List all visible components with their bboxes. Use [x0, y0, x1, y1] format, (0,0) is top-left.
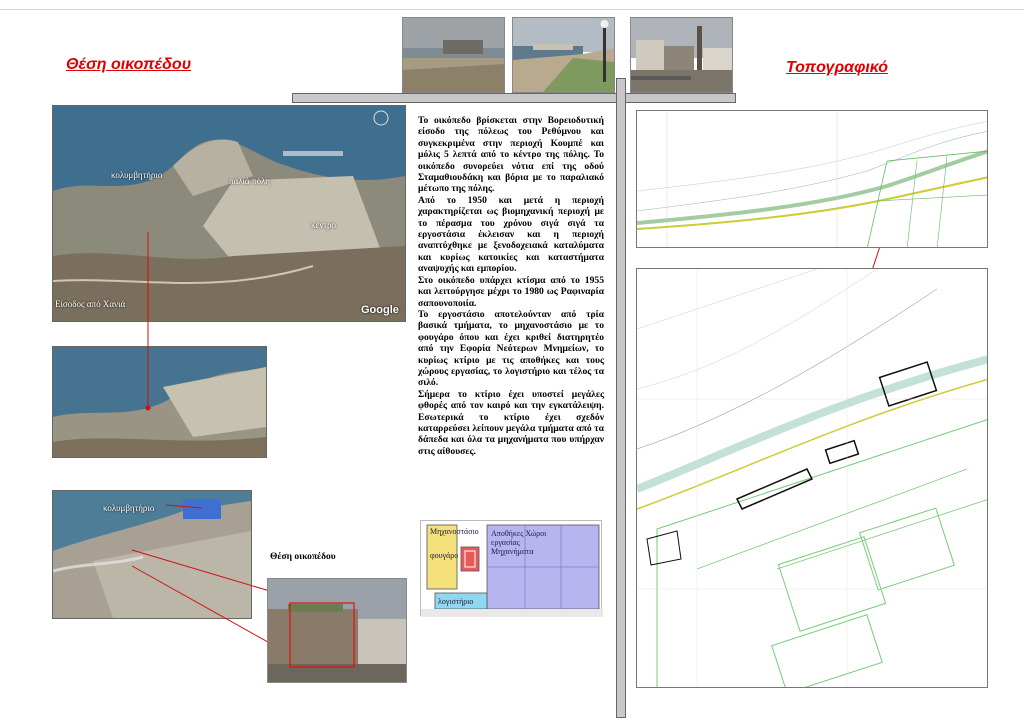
topographic-map-overview	[636, 110, 988, 248]
paragraph-5: Σήμερα το κτίριο έχει υποστεί μεγάλες φθορές από τον καιρό και την εγκατάλειψη. Εσωτερικά το κτίριο έχει σχεδόν καταρρεύσει λείπουν μεγάλα τμήματα από τα δάπεδα και όλα τα μηχανήματα που υπήρχαν στις αίθουσες.	[418, 388, 604, 457]
site-description	[418, 115, 604, 457]
photo-factory-building	[267, 578, 407, 683]
paragraph-3: Στο οικόπεδο υπάρχει κτίσμα από το 1955 και λειτούργησε μέχρι το 1980 ως Ραφιναρία σαπουνοποιία.	[418, 274, 604, 309]
paragraph-1: Το οικόπεδο βρίσκεται στην Βορειοδυτική είσοδο της πόλεως του Ρεθύμνου και συγκεκριμένα στην περιοχή Κουμπέ και μόλις 5 λεπτά από το κέντρο της πόλης. Το οικόπεδο συνορεύει νότια επί της οδού Σταμαθιουδάκη και βόρια με το παραλιακό μέτωπο της πόλης.	[418, 115, 604, 195]
heading-topographic: Τοπογραφικό	[786, 59, 888, 76]
label-engine-room: Μηχανοστάσιο	[430, 527, 479, 536]
label-chimney: φουγάρο	[430, 551, 459, 560]
label-center: κέντρο	[311, 220, 336, 230]
label-old-town: παλιά πόλη	[229, 176, 270, 186]
label-entrance: Είσοδος από Χανιά	[55, 299, 126, 309]
photo-caption: Θέση οικοπέδου	[270, 552, 336, 562]
paragraph-2: Από το 1950 και μετά η περιοχή χαρακτηρίζεται ως βιομηχανική περιοχή με το πέρασμα του χρόνου σιγά σιγά τα εργοστάσια έκλεισαν και η περιοχή αναπτύχθηκε με ξενοδοχειακά καταλύματα και κυρίως κατοικίες και καταστήματα αναψυχής και εμπορίου.	[418, 194, 604, 275]
floor-plan	[420, 520, 602, 616]
topographic-map-detail	[636, 268, 988, 688]
paragraph-4: Το εργοστάσιο αποτελούνταν από τρία βασικά τμήματα, το μηχανοστάσιο με το φουγάρο όπου και έχει κριθεί διατηρητέο από την Εφορία Νεότερων Μνημείων, το κυρίως κτίριο με τις αποθήκες και τους χώρους εργασίας, το λογιστήριο και τέλος τα σιλό.	[418, 308, 604, 389]
label-pool-closeup: κολυμβητήριο	[103, 503, 155, 513]
label-pool: κολυμβητήριο	[111, 170, 163, 180]
label-accounting: λογιστήριο	[438, 597, 474, 606]
google-logo: Google	[361, 304, 399, 316]
label-warehouses: Αποθήκες Χώροι εργασίας Μηχανήματα	[491, 529, 547, 556]
heading-site-position: Θέση οικοπέδου	[66, 56, 192, 73]
